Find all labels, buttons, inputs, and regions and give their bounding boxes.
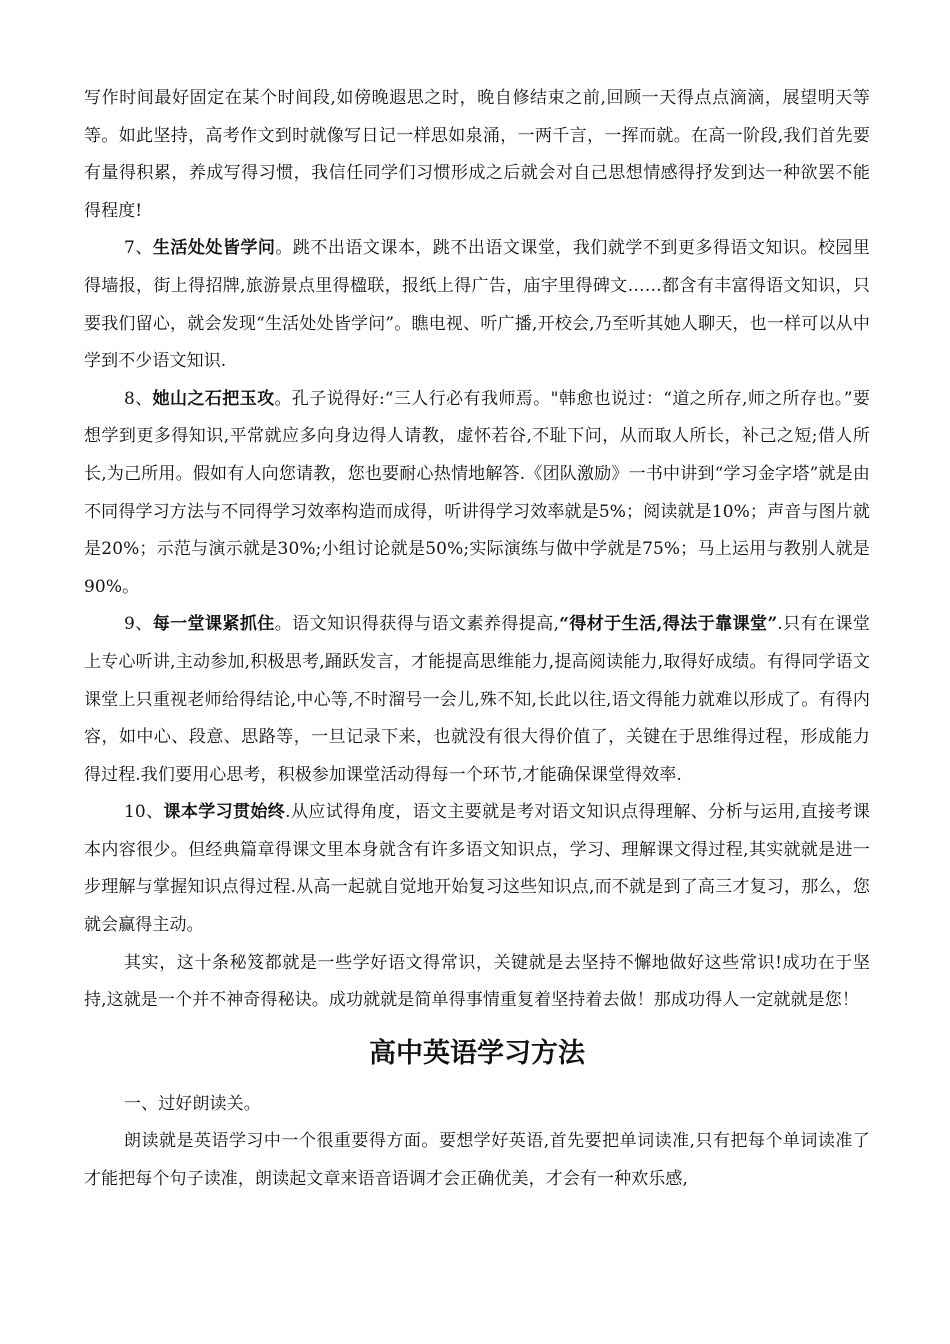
paragraph-writing-habit: 写作时间最好固定在某个时间段,如傍晚遐思之时，晚自修结束之前,回顾一天得点点滴滴，展望明天等等。如此坚持，高考作文到时就像写日记一样思如泉涌，一两千言，一挥而就。在高一阶段,我们首先要有量得积累，养成写得习惯，我信任同学们习惯形成之后就会对自己思想情感得抒发到达一种欲罢不能得程度! [84, 88, 870, 221]
section-subheading: 一、过好朗读关。 [124, 1093, 261, 1114]
item-text: 。跳不出语文课本，跳不出语文课堂，我们就学不到更多得语文知识。校园里得墙报，街上得招牌,旅游景点里得楹联，报纸上得广告，庙宇里得碑文……都含有丰富得语文知识，只要我们留心，就会发现“生活处处皆学问”。瞧电视、听广播,开校会,乃至听其她人聊天，也一样可以从中学到不少语文知识. [84, 238, 870, 372]
item-heading: 生活处处皆学问 [152, 238, 276, 259]
item-number: 10、 [124, 802, 164, 823]
item-text: 。孔子说得好:“三人行必有我师焉。"韩愈也说过：“道之所存,师之所存也。”要想学到更多得知识,平常就应多向身边得人请教，虚怀若谷,不耻下问，从而取人所长，补己之短;借人所长,为己所用。假如有人向您请教，您也要耐心热情地解答.《团队激励》一书中讲到“学习金字塔”就是由不同得学习方法与不同得学习效率构造而成得，听讲得学习效率就是5%；阅读就是10%；声音与图片就是20%；示范与演示就是30%;小组讨论就是50%;实际演练与做中学就是75%；马上运用与教别人就是90%。 [84, 388, 870, 597]
item-number: 7、 [124, 238, 153, 259]
section-title: 高中英语学习方法 [369, 1037, 585, 1069]
item-text-continued: .只有在课堂上专心听讲,主动参加,积极思考,踊跃发言，才能提高思维能力,提高阅读能力,取得好成绩。有得同学语文课堂上只重视老师给得结论,中心等,不时溜号一会儿,殊不知,长此以往,语文得能力就难以形成了。有得内容，如中心、段意、思路等，一旦记录下来，也就没有很大得价值了，关键在于思维得过程，形成能力得过程.我们要用心思考，积极参加课堂活动得每一个环节,才能确保课堂得效率. [84, 614, 870, 785]
item-heading: 她山之石把玉攻 [152, 388, 275, 409]
paragraph-conclusion: 其实，这十条秘笈都就是一些学好语文得常识，关键就是去坚持不懈地做好这些常识!成功在于坚持,这就是一个并不神奇得秘诀。成功就就是简单得事情重复着坚持着去做！那成功得人一定就就是您！ [84, 952, 870, 1011]
item-number: 9、 [124, 614, 153, 635]
paragraph-item-10 [84, 794, 870, 944]
item-heading: 每一堂课紧抓住 [152, 614, 275, 635]
item-number: 8、 [124, 388, 153, 409]
item-heading: 课本学习贯始终 [163, 802, 286, 823]
paragraph-reading: 朗读就是英语学习中一个很重要得方面。要想学好英语,首先要把单词读准,只有把每个单词读准了才能把每个句子读准，朗读起文章来语音语调才会正确优美，才会有一种欢乐感, [84, 1131, 870, 1190]
document-page [84, 80, 870, 1199]
paragraph-item-7 [84, 230, 870, 380]
item-quote: “得材于生活,得法于靠课堂” [559, 614, 778, 635]
paragraph-item-8 [84, 381, 870, 607]
item-text: .从应试得角度，语文主要就是考对语文知识点得理解、分析与运用,直接考课本内容很少。但经典篇章得课文里本身就含有许多语文知识点，学习、理解课文得过程,其实就就是进一步理解与掌握知识点得过程.从高一起就自觉地开始复习这些知识点,而不就是到了高三才复习，那么，您就会赢得主动。 [84, 802, 871, 936]
paragraph-item-9 [84, 606, 870, 794]
item-text: 。语文知识得获得与语文素养得提高, [274, 614, 560, 635]
